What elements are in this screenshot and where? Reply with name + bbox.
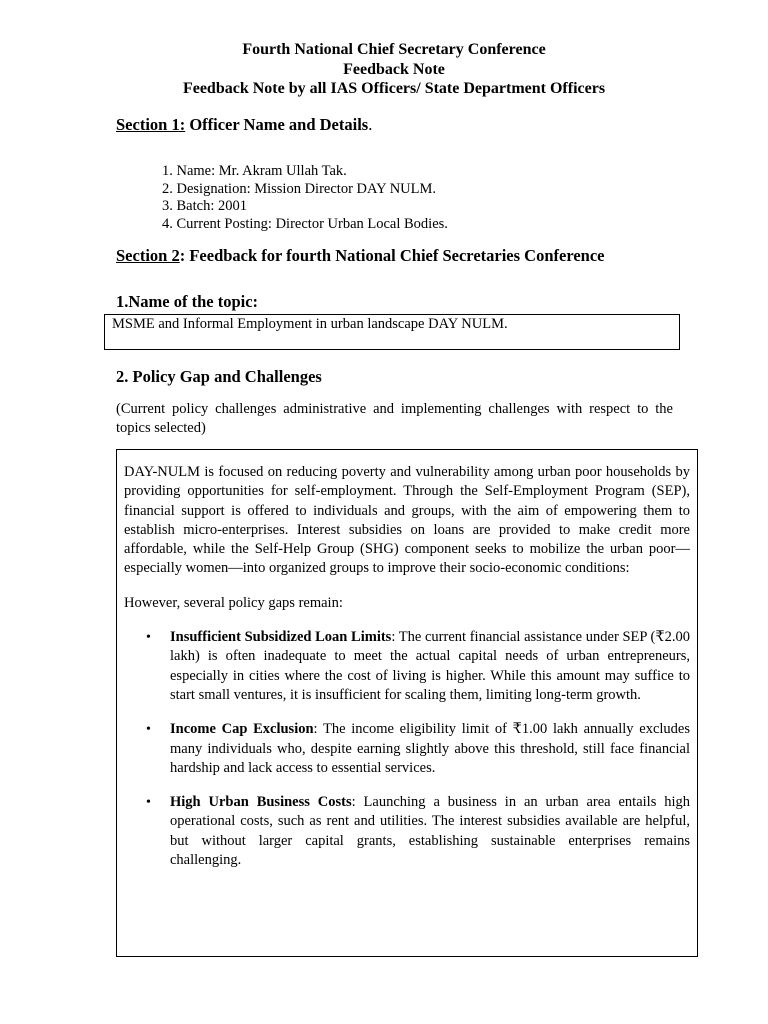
officer-batch: 3. Batch: 2001 (162, 198, 247, 214)
topic-heading: 1.Name of the topic: (116, 292, 259, 311)
topic-value: MSME and Informal Employment in urban landscape DAY NULM. (112, 316, 508, 332)
bullet-text: : The current financial assistance under SEP (₹2.00 lakh) is often inadequate to meet the actual capital needs of urban entrepreneurs, especially in cities where the cost of living is higher. While this amount may suffice to start small ventures, it is insufficient for scaling them, limiting long-term growth. (170, 629, 690, 703)
officer-name: 1. Name: Mr. Akram Ullah Tak. (162, 163, 347, 179)
section-2-heading (116, 246, 605, 266)
bullet-title: Insufficient Subsidized Loan Limits (170, 629, 392, 646)
section-2-title: : Feedback for fourth National Chief Secretaries Conference (179, 246, 605, 265)
officer-details-list (162, 163, 448, 233)
section-2-label: Section 2 (116, 246, 180, 265)
note-subtitle: Feedback Note by all IAS Officers/ State Department Officers (182, 80, 606, 97)
officer-posting: 4. Current Posting: Director Urban Local Bodies. (162, 215, 448, 232)
section-1-heading (116, 115, 372, 135)
gaps-intro: However, several policy gaps remain: (124, 594, 343, 611)
conference-title: Fourth National Chief Secretary Conference (242, 41, 546, 58)
officer-designation: 2. Designation: Mission Director DAY NULM. (162, 180, 437, 197)
bullet-title: Income Cap Exclusion (170, 721, 314, 738)
content-intro: DAY-NULM is focused on reducing poverty and vulnerability among urban poor households by providing opportunities for self-employment. Through the Self-Employment Program (SEP), financial support is offered to individuals and groups, with the aim of empowering them to establish micro-enterprises. Interest subsidies on loans are provided to make credit more affordable, while the Self-Help Group (SHG) component seeks to mobilize the urban poor—especially women—into organized groups to improve their socio-economic conditions: (124, 464, 690, 577)
list-item (124, 628, 690, 705)
section-1-title: Officer Name and Details (185, 115, 369, 134)
list-item (124, 793, 690, 870)
bullet-text: : Launching a business in an urban area entails high operational costs, such as rent and utilities. The interest subsidies available are helpful, but without larger capital grants, establishing sustainable enterprises remains challenging. (170, 794, 691, 869)
policy-heading: 2. Policy Gap and Challenges (116, 367, 322, 386)
bullet-icon: • (146, 722, 151, 738)
bullet-icon: • (146, 795, 151, 811)
note-title: Feedback Note (343, 60, 445, 78)
bullet-text: : The income eligibility limit of ₹1.00 lakh annually excludes many individuals who, despite earning slightly above this threshold, still face financial hardship and lack access to essential services. (170, 721, 690, 776)
document-header (0, 40, 768, 99)
section-1-suffix: . (368, 115, 373, 134)
topic-box (104, 314, 680, 350)
bullet-title: High Urban Business Costs (170, 794, 352, 811)
policy-description: (Current policy challenges administrative and implementing challenges with respect to the topics selected) (116, 401, 673, 436)
section-1-label: Section 1: (116, 115, 186, 134)
list-item (124, 720, 690, 778)
bullet-icon: • (146, 630, 151, 646)
policy-gaps-list (124, 628, 690, 870)
policy-content-box (116, 449, 698, 957)
